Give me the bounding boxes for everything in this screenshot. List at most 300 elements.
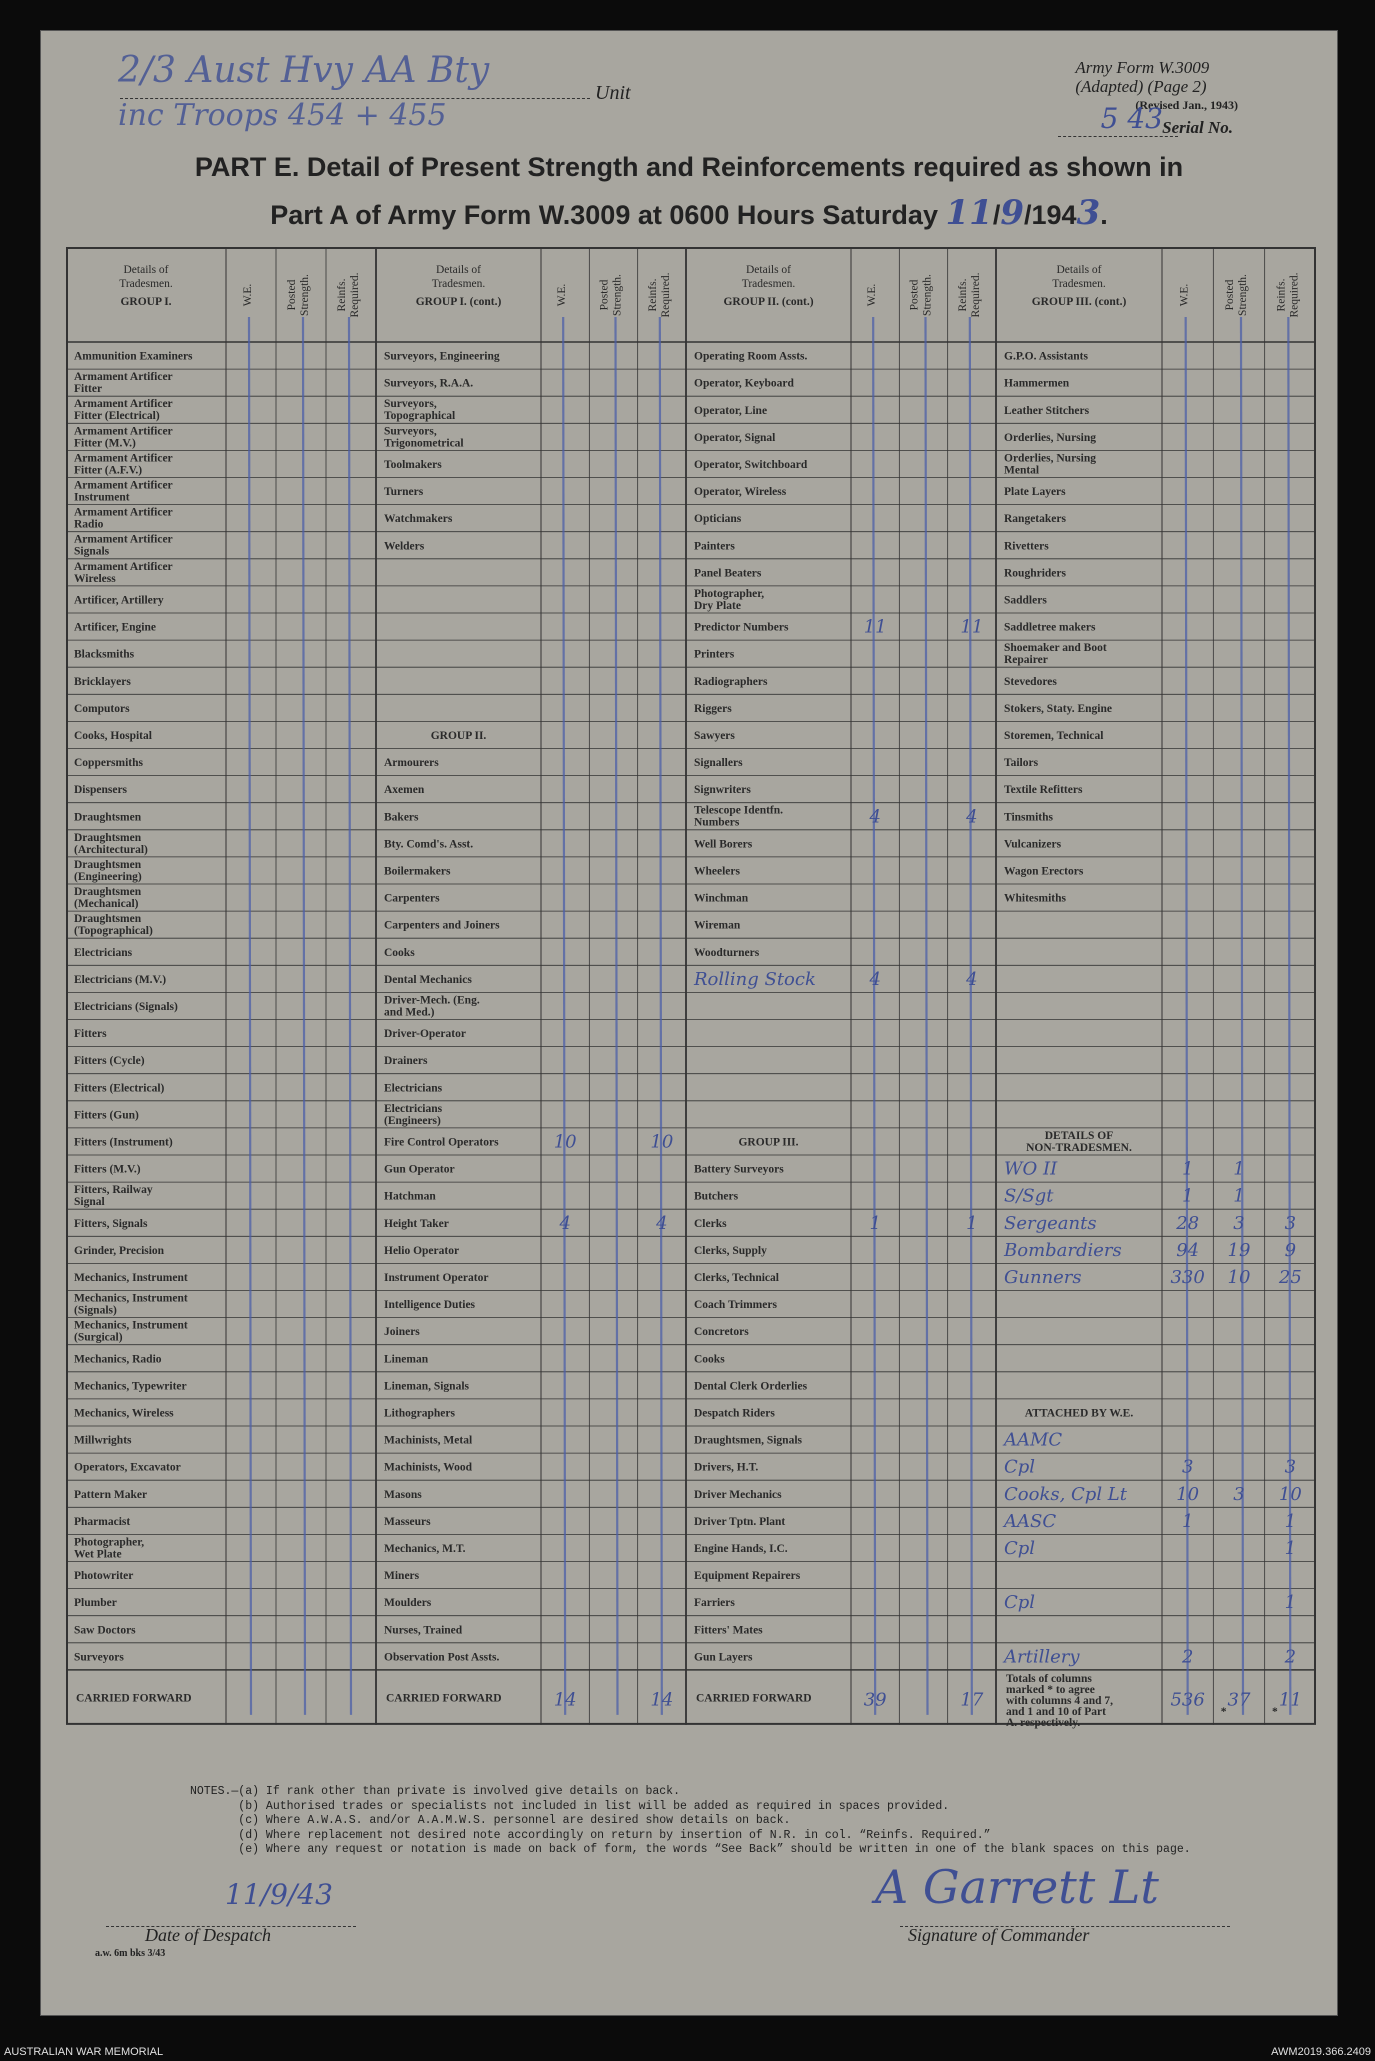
trade-name: Operators, Excavator: [74, 1461, 181, 1474]
handwritten-trade-name: Sergeants: [1004, 1212, 1097, 1234]
despatch-date-handwriting: 11/9/43: [225, 1878, 333, 1911]
trade-name: Driver-Mech. (Eng.: [384, 994, 480, 1007]
trade-name: Armament Artificer: [74, 452, 173, 465]
handwritten-carried-forward: 37: [1227, 1689, 1251, 1711]
handwritten-we: 28: [1176, 1212, 1200, 1234]
pencil-column-mark: [970, 317, 972, 1715]
serial-handwriting: 5 43: [1100, 102, 1163, 135]
trade-name: Equipment Repairers: [694, 1570, 801, 1583]
trade-name: Rangetakers: [1004, 513, 1066, 526]
trade-name: Machinists, Metal: [384, 1434, 473, 1447]
trade-name-line2: Wireless: [74, 572, 116, 585]
handwritten-trade-name: Artillery: [1004, 1646, 1080, 1668]
date-day-handwriting: 11: [945, 193, 993, 233]
trade-name: Signallers: [694, 757, 743, 770]
header-tradesmen-label: Tradesmen.: [119, 278, 173, 290]
trade-name: Mechanics, Instrument: [74, 1292, 188, 1305]
trade-name: Surveyors: [74, 1651, 124, 1664]
signature-of-commander-label: Signature of Commander: [908, 1925, 1090, 1945]
header-column-label: Required.: [349, 272, 361, 318]
trade-name: Driver-Operator: [384, 1028, 466, 1041]
handwritten-we: 1: [869, 1212, 881, 1234]
handwritten-trade-name: Gunners: [1004, 1266, 1082, 1288]
totals-note: with columns 4 and 7,: [1006, 1694, 1114, 1707]
trade-name: Shoemaker and Boot: [1004, 642, 1107, 655]
trade-name: Surveyors,: [384, 398, 437, 411]
header-tradesmen-label: Tradesmen.: [1052, 278, 1106, 290]
trade-name: Grinder, Precision: [74, 1244, 165, 1257]
header-details-label: Details of: [745, 264, 792, 276]
handwritten-posted: 3: [1233, 1212, 1245, 1234]
handwritten-carried-forward: 536: [1170, 1689, 1205, 1711]
trade-name: Electricians (M.V.): [74, 973, 167, 986]
trade-name: Operator, Line: [694, 404, 768, 417]
trade-name: Fitters (Cycle): [74, 1055, 145, 1068]
trade-name: Painters: [694, 540, 735, 553]
trade-name: Cooks: [694, 1353, 725, 1366]
handwritten-posted: 3: [1233, 1483, 1245, 1505]
trade-name: Mechanics, Instrument: [74, 1319, 188, 1332]
header-column-label: Reinfs.: [336, 278, 348, 312]
note-c: (c) Where A.W.A.S. and/or A.A.M.W.S. personnel are desired show details on back.: [190, 1814, 791, 1827]
trade-name: Electricians: [384, 1082, 443, 1095]
handwritten-trade-name: Cooks, Cpl Lt: [1004, 1483, 1127, 1505]
page-title-line1: PART E. Detail of Present Strength and Reinforcements required as shown in: [194, 152, 1184, 182]
handwritten-posted: 1: [1233, 1158, 1245, 1180]
handwritten-reinfs: 1: [966, 1212, 978, 1234]
header-column-label: Required.: [969, 272, 982, 318]
header-column-label: Strength.: [611, 274, 624, 316]
trade-name: Armourers: [384, 757, 439, 770]
date-year-digit-handwriting: 3: [1076, 193, 1101, 233]
trade-name: Electricians: [74, 946, 133, 959]
trade-name: Electricians (Signals): [74, 1000, 178, 1013]
pencil-column-mark: [616, 317, 618, 1715]
handwritten-carried-forward: 11: [1278, 1689, 1302, 1711]
handwritten-reinfs: 4: [966, 968, 978, 990]
trade-name: Farriers: [694, 1597, 735, 1610]
trade-name: Masons: [384, 1488, 422, 1501]
trade-name: Wheelers: [694, 865, 740, 878]
notes-block: [190, 1785, 1191, 1858]
trade-name: Drainers: [384, 1055, 428, 1068]
header-details-label: Details of: [435, 264, 482, 276]
handwritten-carried-forward: 14: [650, 1689, 674, 1711]
trade-name: Carpenters and Joiners: [384, 919, 500, 932]
handwritten-trade-name: Cpl: [1004, 1456, 1036, 1478]
trade-name: Fitters, Signals: [74, 1217, 148, 1230]
trade-name: Wireman: [694, 919, 741, 932]
trade-name: Clerks, Supply: [694, 1244, 767, 1257]
trade-name-line2: (Signals): [74, 1304, 117, 1317]
trade-name-line2: Mental: [1004, 464, 1040, 477]
carried-forward-label: CARRIED FORWARD: [386, 1692, 502, 1705]
date-of-despatch-label: Date of Despatch: [145, 1925, 271, 1945]
print-code: a.w. 6m bks 3/43: [95, 1948, 166, 1959]
trade-name: Blacksmiths: [74, 648, 135, 661]
trade-name: Plumber: [74, 1597, 117, 1610]
trade-name-line2: Fitter: [74, 383, 103, 396]
handwritten-we: 1: [1181, 1510, 1194, 1532]
trade-name: Fitters (Instrument): [74, 1136, 173, 1149]
pencil-column-mark: [926, 317, 928, 1715]
header-column-label: Strength.: [921, 274, 934, 316]
page-title-line2: Part A of Army Form W.3009 at 0600 Hours Saturday 11/9/1943.: [270, 193, 1108, 233]
unit-label: Unit: [595, 82, 631, 104]
trade-name-line2: Wet Plate: [74, 1548, 122, 1561]
trade-name: Gun Operator: [384, 1163, 455, 1176]
trade-name: Dental Clerk Orderlies: [694, 1380, 808, 1393]
archive-credit: AUSTRALIAN WAR MEMORIAL: [4, 2046, 164, 2058]
trade-name: Turners: [384, 486, 424, 499]
trade-name: Battery Surveyors: [694, 1163, 784, 1176]
handwritten-trade-name: AASC: [1004, 1510, 1057, 1532]
strength-table: [66, 247, 1316, 1792]
totals-note: A. respectively.: [1006, 1716, 1081, 1729]
title-prefix: Part A of Army Form W.3009 at 0600 Hours Saturday: [270, 200, 938, 230]
trade-name-line2: Topographical: [384, 410, 456, 423]
trade-name: Gun Layers: [694, 1651, 753, 1664]
header-column-label: Posted: [286, 279, 298, 311]
trade-name: Hatchman: [384, 1190, 436, 1203]
trade-name-line2: Dry Plate: [694, 599, 741, 612]
handwritten-we: 1: [1181, 1158, 1194, 1180]
trade-name: Draughtsmen: [74, 886, 142, 898]
trade-name: Height Taker: [384, 1217, 449, 1230]
serial-field-line: [1058, 136, 1178, 137]
trade-name: Tinsmiths: [1004, 811, 1054, 824]
header-group-label: GROUP I.: [120, 296, 172, 308]
trade-name: Dental Mechanics: [384, 973, 472, 986]
trade-name: Operating Room Assts.: [694, 350, 808, 363]
handwritten-trade-name: WO II: [1004, 1158, 1058, 1180]
trade-name: Boilermakers: [384, 865, 451, 878]
trade-name-line2: Instrument: [74, 491, 130, 504]
trade-name: Welders: [384, 540, 425, 553]
header-column-label: W.E.: [1178, 283, 1191, 307]
trade-name: Butchers: [694, 1190, 739, 1203]
trade-name-line2: Radio: [74, 518, 104, 531]
trade-name: Photographer,: [74, 1536, 145, 1549]
totals-note: marked * to agree: [1006, 1683, 1095, 1696]
trade-name: Mechanics, Radio: [74, 1353, 162, 1366]
totals-note: and 1 and 10 of Part: [1006, 1705, 1106, 1718]
trade-name: Photowriter: [74, 1570, 134, 1583]
handwritten-we: 94: [1176, 1239, 1200, 1261]
handwritten-posted: 1: [1233, 1185, 1245, 1207]
pencil-column-mark: [873, 317, 875, 1715]
trade-name: DETAILS OF: [1044, 1129, 1114, 1142]
trade-name: Pharmacist: [74, 1515, 131, 1528]
trade-name: Surveyors,: [384, 425, 437, 438]
pencil-column-mark: [349, 317, 351, 1715]
pencil-column-mark: [1186, 317, 1188, 1715]
header-group-label: GROUP II. (cont.): [723, 296, 814, 308]
trade-name: Bty. Comd's. Asst.: [384, 838, 474, 851]
trade-name: Watchmakers: [384, 513, 453, 526]
trade-name-line2: Fitter (M.V.): [74, 437, 136, 450]
trade-name: Signwriters: [694, 784, 751, 797]
form-name: Army Form W.3009: [1075, 58, 1210, 77]
pencil-column-mark: [1288, 317, 1290, 1715]
trade-name: Bakers: [384, 811, 419, 824]
trade-name-line2: (Architectural): [74, 843, 148, 856]
trade-name: Helio Operator: [384, 1244, 460, 1257]
header-details-label: Details of: [123, 264, 169, 276]
handwritten-we: 2: [1181, 1646, 1194, 1668]
handwritten-we: 1: [1181, 1185, 1194, 1207]
trade-name: Machinists, Wood: [384, 1461, 472, 1474]
serial-label: Serial No.: [1162, 118, 1233, 137]
note-a: NOTES.—(a) If rank other than private is involved give details on back.: [190, 1785, 680, 1798]
trade-name: Driver Mechanics: [694, 1488, 782, 1501]
handwritten-reinfs: 1: [1284, 1537, 1297, 1559]
header-column-label: Required.: [1288, 272, 1301, 318]
handwritten-reinfs: 9: [1284, 1239, 1297, 1261]
trade-name: Surveyors, Engineering: [384, 350, 500, 363]
handwritten-reinfs: 2: [1284, 1646, 1297, 1668]
trade-name: Storemen, Technical: [1004, 729, 1104, 742]
trade-name: Stokers, Staty. Engine: [1004, 702, 1112, 715]
trade-name: Draughtsmen: [74, 858, 142, 871]
archive-id: AWM2019.366.2409: [1271, 2046, 1371, 2058]
handwritten-trade-name: S/Sgt: [1004, 1185, 1054, 1207]
trade-name-line2: NON-TRADESMEN.: [1026, 1141, 1132, 1154]
handwritten-reinfs: 25: [1278, 1266, 1302, 1288]
trade-name-line2: Fitter (A.F.V.): [74, 464, 143, 477]
trade-name: Printers: [694, 648, 735, 661]
unit-handwriting-line2: inc Troops 454 + 455: [118, 98, 447, 133]
trade-name: Saddlers: [1004, 594, 1047, 607]
trade-name: Radiographers: [694, 675, 768, 688]
header-column-label: Posted: [908, 279, 921, 311]
trade-name: G.P.O. Assistants: [1004, 350, 1088, 363]
note-e: (e) Where any request or notation is made on back of form, the words “See Back” should be written in one of the blank spaces on this page.: [190, 1843, 1191, 1856]
trade-name: Armament Artificer: [74, 533, 173, 546]
trade-name: Dispensers: [74, 784, 128, 797]
trade-name: Artificer, Engine: [74, 621, 156, 634]
header-column-label: Required.: [659, 272, 672, 318]
handwritten-we: 10: [1176, 1483, 1200, 1505]
header-column-label: Posted: [598, 279, 611, 311]
trade-name: Fitters, Railway: [74, 1184, 153, 1197]
trade-name: Computors: [74, 702, 130, 715]
handwritten-trade-name: AAMC: [1004, 1429, 1063, 1451]
table-border: [67, 248, 1315, 1724]
carried-forward-label: CARRIED FORWARD: [696, 1692, 812, 1705]
trade-name: Intelligence Duties: [384, 1299, 476, 1312]
header-column-label: Reinfs.: [1275, 278, 1288, 312]
trade-name: Armament Artificer: [74, 425, 173, 438]
trade-name: Draughtsmen: [74, 811, 142, 824]
handwritten-we: 4: [869, 968, 881, 990]
form-sheet: [40, 30, 1338, 2016]
trade-name: Artificer, Artillery: [74, 594, 164, 607]
handwritten-carried-forward: 14: [553, 1689, 577, 1711]
trade-name: Photographer,: [694, 587, 765, 600]
trade-name: Joiners: [384, 1326, 420, 1339]
header-column-label: Strength.: [299, 274, 311, 316]
trade-name-line2: Trigonometrical: [384, 437, 464, 450]
trade-name: GROUP II.: [430, 729, 487, 742]
header-details-label: Details of: [1056, 264, 1102, 276]
pencil-column-mark: [303, 317, 305, 1715]
trade-name: Orderlies, Nursing: [1004, 431, 1096, 444]
trade-name-line2: Signals: [74, 545, 110, 558]
header-column-label: Strength.: [1237, 274, 1249, 316]
date-separator: /: [992, 200, 1001, 230]
trade-name: Concretors: [694, 1326, 749, 1339]
handwritten-reinfs: 1: [1284, 1592, 1297, 1614]
commander-signature: A Garrett Lt: [875, 1860, 1159, 1914]
trade-name: Well Borers: [694, 838, 753, 851]
trade-name: Predictor Numbers: [694, 621, 789, 634]
trade-name: Armament Artificer: [74, 506, 173, 519]
trade-name-line2: (Mechanical): [74, 898, 139, 910]
header-group-label: GROUP III. (cont.): [1031, 296, 1127, 308]
trade-name: Clerks: [694, 1217, 727, 1230]
date-year-prefix: /194: [1024, 200, 1077, 230]
trade-name: Carpenters: [384, 892, 440, 905]
trade-name: Instrument Operator: [384, 1271, 489, 1284]
trade-name: Lineman: [384, 1353, 429, 1366]
trade-name-line2: (Topographical): [74, 925, 153, 938]
header-column-label: W.E.: [556, 283, 569, 307]
pencil-column-mark: [1241, 317, 1243, 1715]
trade-name: Pattern Maker: [74, 1488, 148, 1501]
trade-name: Armament Artificer: [74, 371, 173, 384]
handwritten-reinfs: 1: [1284, 1510, 1297, 1532]
trade-name: Operator, Switchboard: [694, 458, 808, 471]
carried-forward-label: CARRIED FORWARD: [76, 1692, 192, 1705]
trade-name: Roughriders: [1004, 567, 1066, 580]
trade-name-line2: (Surgical): [74, 1331, 123, 1344]
trade-name: Draughtsmen: [74, 831, 142, 844]
trade-name: Millwrights: [74, 1434, 132, 1447]
trade-name: Textile Refitters: [1004, 784, 1083, 797]
trade-name: Stevedores: [1004, 675, 1057, 688]
trade-name: GROUP III.: [738, 1136, 799, 1149]
trade-name: Draughtsmen, Signals: [694, 1434, 802, 1447]
trade-name: Nurses, Trained: [384, 1624, 463, 1637]
header-tradesmen-label: Tradesmen.: [741, 278, 796, 290]
trade-name: Fitters (Gun): [74, 1109, 139, 1122]
trade-name: Masseurs: [384, 1515, 431, 1528]
handwritten-we: 10: [553, 1131, 577, 1153]
totals-note: Totals of columns: [1006, 1672, 1092, 1685]
pencil-column-mark: [563, 317, 565, 1715]
trade-name-line2: Signal: [74, 1196, 105, 1209]
note-d: (d) Where replacement not desired note accordingly on return by insertion of N.R. in col. “Reinfs. Required.”: [190, 1828, 991, 1842]
pencil-column-mark: [660, 317, 662, 1715]
trade-name: Armament Artificer: [74, 479, 173, 492]
note-b: (b) Authorised trades or specialists not included in list will be added as required in spaces provided.: [190, 1799, 950, 1813]
trade-name: Toolmakers: [384, 458, 442, 471]
form-revised: (Revised Jan., 1943): [1135, 98, 1238, 112]
header-group-label: GROUP I. (cont.): [415, 296, 502, 308]
trade-name: Plate Layers: [1004, 486, 1066, 499]
trade-name: Fitters (Electrical): [74, 1082, 165, 1095]
trade-name: Bricklayers: [74, 675, 131, 688]
trade-name: Operator, Signal: [694, 431, 776, 444]
trade-name: Opticians: [694, 513, 742, 526]
handwritten-reinfs: 4: [966, 806, 978, 828]
handwritten-posted: 10: [1227, 1266, 1251, 1288]
trade-name: Woodturners: [694, 946, 760, 959]
trade-name: Fitters (M.V.): [74, 1163, 141, 1176]
trade-name: Fitters' Mates: [694, 1624, 763, 1637]
trade-name: Leather Stitchers: [1004, 404, 1090, 417]
trade-name: ATTACHED BY W.E.: [1024, 1407, 1134, 1420]
trade-name: Surveyors, R.A.A.: [384, 377, 474, 390]
handwritten-we: 4: [559, 1212, 571, 1234]
handwritten-we: 11: [863, 616, 887, 638]
trade-name-line2: Numbers: [694, 816, 740, 829]
trade-name: Armament Artificer: [74, 398, 173, 411]
trade-name: Ammunition Examiners: [74, 350, 193, 363]
trade-name: Drivers, H.T.: [694, 1461, 759, 1474]
trade-name-line2: Repairer: [1004, 654, 1048, 667]
trade-name: Miners: [384, 1570, 420, 1583]
handwritten-posted: 19: [1227, 1239, 1251, 1261]
trade-name: Draughtsmen: [74, 913, 142, 926]
handwritten-we: 3: [1181, 1456, 1194, 1478]
trade-name: Moulders: [384, 1597, 432, 1610]
header-tradesmen-label: Tradesmen.: [431, 278, 486, 290]
handwritten-trade-name: Bombardiers: [1004, 1239, 1122, 1261]
handwritten-we: 4: [869, 806, 881, 828]
handwritten-carried-forward: 17: [960, 1689, 984, 1711]
trade-name: Tailors: [1004, 757, 1039, 770]
handwritten-reinfs: 4: [656, 1212, 668, 1234]
handwritten-reinfs: 3: [1284, 1456, 1297, 1478]
form-adapted: (Adapted) (Page 2): [1075, 77, 1207, 96]
trade-name: Cooks: [384, 946, 415, 959]
trade-name: Panel Beaters: [694, 567, 762, 580]
trade-name: Operator, Wireless: [694, 486, 787, 499]
header-column-label: Reinfs.: [956, 278, 969, 312]
trade-name: Axemen: [384, 784, 425, 797]
header-column-label: W.E.: [866, 283, 879, 307]
pencil-column-mark: [249, 317, 251, 1715]
trade-name: Mechanics, Typewriter: [74, 1380, 187, 1393]
trade-name: Vulcanizers: [1004, 838, 1062, 851]
trade-name: Cooks, Hospital: [74, 729, 152, 742]
trade-name-line2: Fitter (Electrical): [74, 410, 160, 423]
trade-name: Coach Trimmers: [694, 1299, 777, 1312]
trade-name: Riggers: [694, 702, 732, 715]
trade-name: Winchman: [694, 892, 749, 905]
trade-name: Fire Control Operators: [384, 1136, 499, 1149]
trade-name-line2: and Med.): [384, 1006, 435, 1019]
trade-name: Mechanics, M.T.: [384, 1542, 466, 1555]
trade-name: Fitters: [74, 1028, 107, 1041]
trade-name: Telescope Identfn.: [694, 804, 784, 817]
trade-name: Driver Tptn. Plant: [694, 1515, 786, 1528]
trade-name: Wagon Erectors: [1004, 865, 1084, 878]
trade-name: Observation Post Assts.: [384, 1651, 500, 1664]
handwritten-reinfs: 3: [1284, 1212, 1297, 1234]
trade-name-line2: (Engineering): [74, 870, 142, 883]
asterisk-mark: *: [1220, 1705, 1227, 1718]
trade-name: Whitesmiths: [1004, 892, 1066, 905]
trade-name: Lithographers: [384, 1407, 455, 1420]
trade-name: Mechanics, Instrument: [74, 1271, 188, 1284]
handwritten-carried-forward: 39: [863, 1689, 887, 1711]
handwritten-trade-name: Cpl: [1004, 1537, 1036, 1559]
trade-name: Saw Doctors: [74, 1624, 136, 1637]
asterisk-mark: *: [1272, 1705, 1278, 1718]
